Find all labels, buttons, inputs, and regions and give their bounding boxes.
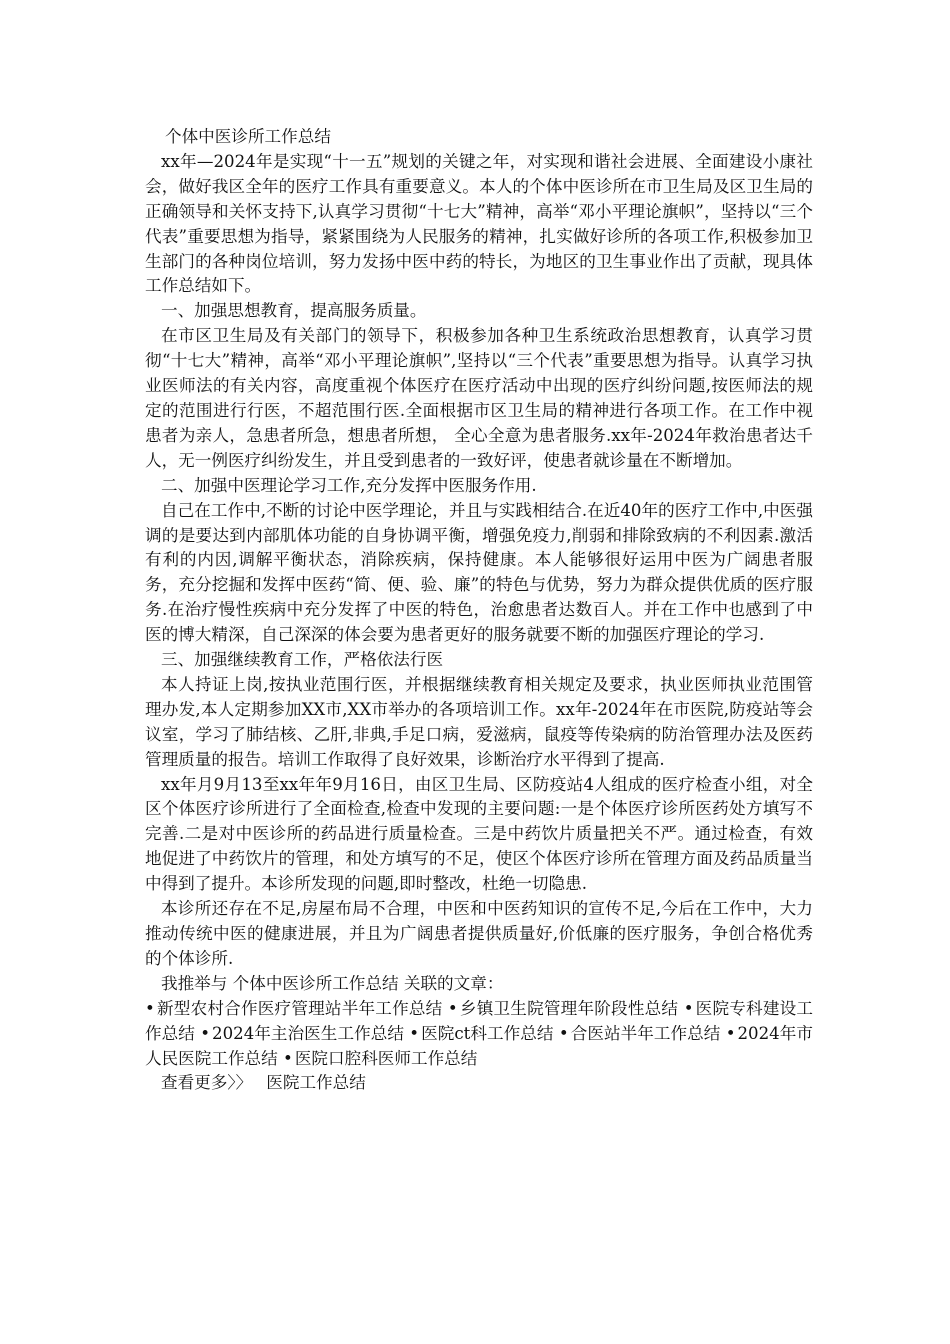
closing-paragraph: 本诊所还存在不足,房屋布局不合理，中医和中医药知识的宣传不足,今后在工作中，大力推动传统中医的健康进展，并且为广阔患者提供质量好,价低廉的医疗服务，争创合格优秀的个体诊所. <box>145 899 813 968</box>
related-article-link[interactable]: • 医院口腔科医师工作总结 <box>283 1049 477 1068</box>
section-3-paragraph-1: 本人持证上岗,按执业范围行医，并根据继续教育相关规定及要求，执业医师执业范围管理办发,本人定期参加XX市,XX市举办的各项培训工作。xx年-2024年在市医院,防疫站等会议室，学习了肺结核、乙肝,非典,手足口病，爱滋病，鼠疫等传染病的防治管理办法及医药管理质量的报告。培训工作取得了良好效果，诊断治疗水平得到了提高. <box>145 674 813 769</box>
document-page <box>145 125 813 1096</box>
document-title: 个体中医诊所工作总结 <box>165 127 331 146</box>
related-article-link[interactable]: • 乡镇卫生院管理年阶段性总结 <box>448 999 678 1018</box>
section-heading-1: 一、加强思想教育，提高服务质量。 <box>161 301 427 321</box>
category-link[interactable]: 医院工作总结 <box>266 1073 366 1093</box>
related-article-link[interactable]: • 医院专科建设工作总结 <box>145 999 813 1043</box>
related-article-link[interactable]: • 2024年市人民医院工作总结 <box>145 1024 813 1068</box>
view-more-label[interactable]: 查看更多〉〉 <box>161 1073 253 1093</box>
related-articles-intro: 我推举与 个体中医诊所工作总结 关联的文章： <box>161 973 504 993</box>
section-3-paragraph-2: xx年月9月13至xx年年9月16日，由区卫生局、区防疫站4人组成的医疗检查小组，对全区个体医疗诊所进行了全面检查,检查中发现的主要问题:一是个体医疗诊所医药处方填写不完善.二是对中医诊所的药品进行质量检查。三是中药饮片质量把关不严。通过检查，有效地促进了中药饮片的管理，和处方填写的不足，使区个体医疗诊所在管理方面及药品质量当中得到了提升。本诊所发现的问题,即时整改，杜绝一切隐患. <box>145 774 813 894</box>
section-heading-3: 三、加强继续教育工作，严格依法行医 <box>161 650 444 670</box>
more-row <box>145 1071 813 1096</box>
related-articles-list <box>145 997 813 1072</box>
related-article-link[interactable]: • 医院ct科工作总结 <box>409 1024 553 1043</box>
intro-paragraph: xx年—2024年是实现“十一五”规划的关键之年，对实现和谐社会进展、全面建设小康社会，做好我区全年的医疗工作具有重要意义。本人的个体中医诊所在市卫生局及区卫生局的正确领导和关怀支持下,认真学习贯彻“十七大”精神，高举“邓小平理论旗帜”，坚持以“三个代表”重要思想为指导，紧紧围绕为人民服务的精神，扎实做好诊所的各项工作,积极参加卫生部门的各种岗位培训，努力发扬中医中药的特长，为地区的卫生事业作出了贡献，现具体工作总结如下。 <box>145 151 813 296</box>
section-heading-2: 二、加强中医理论学习工作,充分发挥中医服务作用. <box>161 475 537 495</box>
section-2-paragraph: 自己在工作中,不断的讨论中医学理论，并且与实践相结合.在近40年的医疗工作中,中医强调的是要达到内部肌体功能的自身协调平衡，增强免疫力,削弱和排除致病的不利因素.激活有利的内因,调解平衡状态，消除疾病，保持健康。本人能够很好运用中医为广阔患者服务，充分挖掘和发挥中医药“简、便、验、廉”的特色与优势，努力为群众提供优质的医疗服务.在治疗慢性疾病中充分发挥了中医的特色，治愈患者达数百人。并在工作中也感到了中医的博大精深，自己深深的体会要为患者更好的服务就要不断的加强医疗理论的学习. <box>145 500 813 645</box>
section-1-paragraph: 在市区卫生局及有关部门的领导下，积极参加各种卫生系统政治思想教育，认真学习贯彻“十七大”精神，高举“邓小平理论旗帜”,坚持以“三个代表”重要思想为指导。认真学习执业医师法的有关内容，高度重视个体医疗在医疗活动中出现的医疗纠纷问题,按医师法的规定的范围进行行医，不超范围行医.全面根据市区卫生局的精神进行各项工作。在工作中视患者为亲人，急患者所急，想患者所想， 全心全意为患者服务.xx年-2024年救治患者达千人，无一例医疗纠纷发生，并且受到患者的一致好评，使患者就诊量在不断增加。 <box>145 326 813 470</box>
related-article-link[interactable]: • 合医站半年工作总结 <box>559 1024 721 1043</box>
related-article-link[interactable]: • 新型农村合作医疗管理站半年工作总结 <box>145 999 442 1018</box>
related-article-link[interactable]: • 2024年主治医生工作总结 <box>200 1024 404 1043</box>
